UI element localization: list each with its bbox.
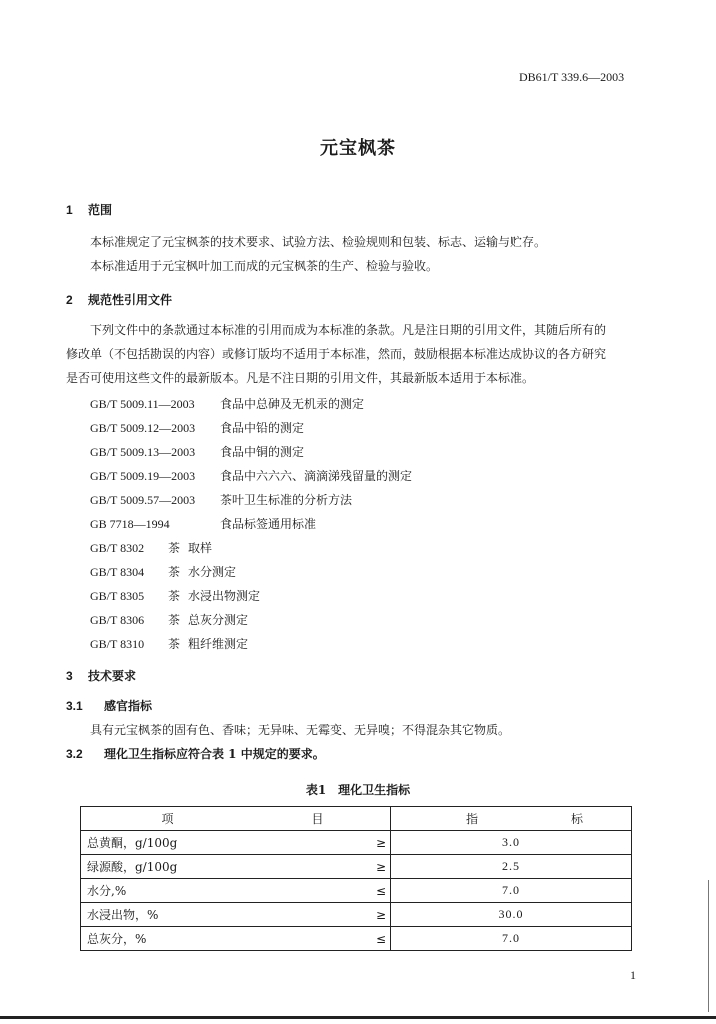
header-item-char-1: 项 xyxy=(161,812,174,826)
section-2-heading xyxy=(66,291,172,308)
reference-item xyxy=(90,443,304,460)
reference-item xyxy=(90,395,364,412)
indicator-name: 总灰分，% xyxy=(81,927,373,951)
comparison-symbol: ≥ xyxy=(372,855,391,879)
reference-item xyxy=(90,539,212,556)
section-3-heading xyxy=(66,667,136,684)
reference-name: 粗纤维测定 xyxy=(188,637,249,651)
reference-category: 茶 xyxy=(168,589,181,603)
table-row xyxy=(81,927,632,951)
indicator-name: 绿源酸，g/100g xyxy=(81,855,373,879)
document-title: 元宝枫茶 xyxy=(320,138,396,159)
reference-code: GB/T 8305 xyxy=(90,589,145,603)
reference-name: 水分测定 xyxy=(188,565,237,579)
reference-code: GB/T 8302 xyxy=(90,541,145,555)
section-title: 技术要求 xyxy=(88,669,137,683)
reference-code: GB/T 5009.13—2003 xyxy=(90,445,196,459)
reference-category: 茶 xyxy=(168,541,181,555)
section-3-1-heading xyxy=(66,697,152,714)
reference-item xyxy=(90,515,316,532)
section-title: 感官指标 xyxy=(104,699,153,713)
scope-paragraph-2: 本标准适用于元宝枫叶加工而成的元宝枫茶的生产、检验与验收。 xyxy=(90,259,439,273)
section-number: 2 xyxy=(66,293,73,307)
table-row xyxy=(81,903,632,927)
reference-item xyxy=(90,587,260,604)
reference-item xyxy=(90,611,248,628)
reference-code: GB/T 5009.19—2003 xyxy=(90,469,196,483)
reference-category: 茶 xyxy=(168,613,181,627)
section-title: 范围 xyxy=(88,203,113,217)
section-3-2-heading xyxy=(66,745,325,762)
section-title: 规范性引用文件 xyxy=(88,293,173,307)
scan-edge-line xyxy=(708,880,709,1012)
reference-code: GB/T 5009.57—2003 xyxy=(90,493,196,507)
comparison-symbol: ≥ xyxy=(372,903,391,927)
indicator-value: 7.0 xyxy=(391,879,632,903)
standard-number: DB61/T 339.6—2003 xyxy=(519,70,625,84)
reference-name: 茶叶卫生标准的分析方法 xyxy=(220,493,353,507)
reference-code: GB/T 5009.11—2003 xyxy=(90,397,195,411)
reference-name: 总灰分测定 xyxy=(188,613,249,627)
header-item xyxy=(81,807,391,831)
indicator-value: 7.0 xyxy=(391,927,632,951)
refs-intro-line-3: 是否可使用这些文件的最新版本。凡是不注日期的引用文件，其最新版本适用于本标准。 xyxy=(66,371,535,385)
table-row xyxy=(81,855,632,879)
table-row xyxy=(81,831,632,855)
section-number: 3.1 xyxy=(66,699,83,713)
header-item-char-2: 目 xyxy=(311,812,324,826)
section-number: 3.2 xyxy=(66,747,83,761)
reference-code: GB/T 8304 xyxy=(90,565,145,579)
reference-item xyxy=(90,563,236,580)
header-value xyxy=(391,807,632,831)
reference-name: 食品中铜的测定 xyxy=(220,445,305,459)
section-number: 1 xyxy=(66,203,73,217)
reference-name: 食品中总砷及无机汞的测定 xyxy=(220,397,365,411)
reference-code: GB/T 8306 xyxy=(90,613,145,627)
table-caption: 表1 理化卫生指标 xyxy=(305,783,411,797)
header-value-char-2: 标 xyxy=(570,812,583,826)
reference-item xyxy=(90,419,304,436)
indicator-name: 总黄酮，g/100g xyxy=(81,831,373,855)
section-title: 理化卫生指标应符合表 1 中规定的要求。 xyxy=(104,747,325,761)
reference-name: 食品中铅的测定 xyxy=(220,421,305,435)
comparison-symbol: ≤ xyxy=(372,927,391,951)
reference-item xyxy=(90,635,248,652)
reference-name: 食品中六六六、滴滴涕残留量的测定 xyxy=(220,469,413,483)
refs-intro-line-2: 修改单（不包括勘误的内容）或修订版均不适用于本标准，然而，鼓励根据本标准达成协议的各方研究 xyxy=(66,347,607,361)
reference-code: GB/T 5009.12—2003 xyxy=(90,421,196,435)
reference-item xyxy=(90,491,352,508)
section-1-heading xyxy=(66,201,112,218)
indicator-value: 2.5 xyxy=(391,855,632,879)
scope-paragraph-1: 本标准规定了元宝枫茶的技术要求、试验方法、检验规则和包装、标志、运输与贮存。 xyxy=(90,235,547,249)
refs-intro-line-1: 下列文件中的条款通过本标准的引用而成为本标准的条款。凡是注日期的引用文件，其随后所有的 xyxy=(90,323,607,337)
page-number: 1 xyxy=(630,968,636,982)
table-row xyxy=(81,879,632,903)
comparison-symbol: ≤ xyxy=(372,879,391,903)
indicator-value: 3.0 xyxy=(391,831,632,855)
comparison-symbol: ≥ xyxy=(372,831,391,855)
reference-code: GB/T 8310 xyxy=(90,637,145,651)
reference-name: 食品标签通用标准 xyxy=(220,517,317,531)
reference-item xyxy=(90,467,412,484)
reference-category: 茶 xyxy=(168,565,181,579)
table-header-row xyxy=(81,807,632,831)
section-number: 3 xyxy=(66,669,73,683)
indicator-name: 水分,% xyxy=(81,879,373,903)
reference-category: 茶 xyxy=(168,637,181,651)
indicator-name: 水浸出物，% xyxy=(81,903,373,927)
header-value-char-1: 指 xyxy=(466,812,479,826)
reference-name: 取样 xyxy=(188,541,213,555)
indicator-value: 30.0 xyxy=(391,903,632,927)
reference-name: 水浸出物测定 xyxy=(188,589,261,603)
physicochemical-indicators-table xyxy=(80,806,632,951)
reference-code: GB 7718—1994 xyxy=(90,517,170,531)
sensory-requirement-text: 具有元宝枫茶的固有色、香味；无异味、无霉变、无异嗅；不得混杂其它物质。 xyxy=(90,723,511,737)
page-bottom-border xyxy=(0,1016,716,1019)
